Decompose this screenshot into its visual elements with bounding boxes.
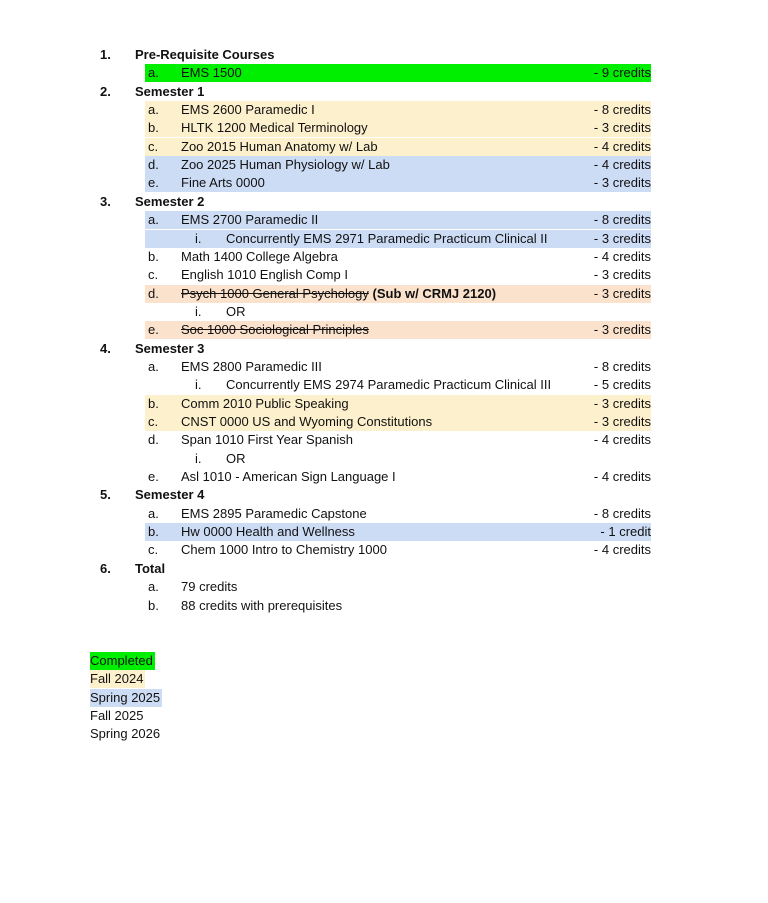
- item-roman: i.: [195, 230, 202, 246]
- section-heading: [100, 193, 651, 211]
- course-name: OR: [226, 450, 246, 466]
- course-item: [145, 285, 651, 303]
- item-roman: i.: [195, 303, 202, 319]
- item-letter: a.: [148, 212, 159, 228]
- section-title: Semester 4: [135, 487, 205, 503]
- course-item: [145, 211, 651, 229]
- section-heading: [100, 560, 651, 578]
- course-credits: - 1 credit: [600, 524, 651, 540]
- course-name: Span 1010 First Year Spanish: [181, 432, 354, 448]
- course-item: [145, 174, 651, 192]
- course-name: Hw 0000 Health and Wellness: [181, 524, 355, 540]
- item-letter: a.: [148, 579, 159, 595]
- section-number: 3.: [100, 193, 111, 209]
- course-item: [145, 321, 651, 339]
- course-credits: - 3 credits: [593, 267, 651, 283]
- course-credits: - 3 credits: [593, 230, 651, 246]
- item-roman: i.: [195, 450, 202, 466]
- course-subitem: [145, 450, 651, 468]
- course-item: [145, 505, 651, 523]
- item-letter: a.: [148, 102, 159, 118]
- section-number: 2.: [100, 83, 111, 99]
- course-credits: - 4 credits: [593, 157, 651, 173]
- item-letter: c.: [148, 267, 159, 283]
- course-subitem: [145, 376, 651, 394]
- course-credits: - 3 credits: [593, 175, 651, 191]
- course-name: Math 1400 College Algebra: [181, 248, 338, 264]
- course-credits: - 3 credits: [593, 395, 651, 411]
- course-credits: - 4 credits: [593, 138, 651, 154]
- course-credits: - 4 credits: [593, 248, 651, 264]
- course-credits: - 9 credits: [593, 65, 651, 81]
- course-name: Zoo 2015 Human Anatomy w/ Lab: [181, 138, 378, 154]
- course-name-struck: Soc 1000 Sociological Principles: [181, 322, 369, 338]
- course-item: [145, 541, 651, 559]
- item-letter: b.: [148, 524, 159, 540]
- section-number: 6.: [100, 560, 111, 576]
- legend-item: Spring 2025: [90, 689, 161, 705]
- legend-item: Fall 2024: [90, 671, 144, 687]
- section-heading: [100, 46, 651, 64]
- course-item: [145, 523, 651, 541]
- item-letter: d.: [148, 285, 159, 301]
- legend-item: Fall 2025: [90, 708, 144, 724]
- section-number: 5.: [100, 487, 111, 503]
- section-heading: [100, 486, 651, 504]
- course-name: Comm 2010 Public Speaking: [181, 395, 349, 411]
- course-item: [145, 101, 651, 119]
- course-credits: - 3 credits: [593, 120, 651, 136]
- course-name: 79 credits: [181, 579, 238, 595]
- course-name: Concurrently EMS 2971 Paramedic Practicum Clinical II: [226, 230, 548, 246]
- course-item: [145, 358, 651, 376]
- course-name: EMS 1500: [181, 65, 242, 81]
- course-item: [145, 64, 651, 82]
- item-letter: e.: [148, 175, 159, 191]
- course-name: [181, 285, 496, 303]
- section-title: Semester 2: [135, 193, 205, 209]
- course-subitem: [145, 230, 651, 248]
- item-letter: d.: [148, 157, 159, 173]
- item-letter: e.: [148, 322, 159, 338]
- course-credits: - 3 credits: [593, 285, 651, 301]
- course-name: English 1010 English Comp I: [181, 267, 348, 283]
- course-item: [145, 156, 651, 174]
- course-credits: - 5 credits: [593, 377, 651, 393]
- course-credits: - 8 credits: [593, 505, 651, 521]
- course-name: EMS 2895 Paramedic Capstone: [181, 505, 367, 521]
- item-letter: b.: [148, 120, 159, 136]
- course-item: [145, 395, 651, 413]
- course-item: [145, 119, 651, 137]
- course-item: [145, 597, 651, 615]
- course-name: Concurrently EMS 2974 Paramedic Practicum Clinical III: [226, 377, 552, 393]
- item-letter: b.: [148, 395, 159, 411]
- course-name: OR: [226, 303, 246, 319]
- course-item: [145, 413, 651, 431]
- item-letter: a.: [148, 65, 159, 81]
- section-title: Pre-Requisite Courses: [135, 47, 275, 62]
- section-heading: [100, 83, 651, 101]
- course-item: [145, 431, 651, 449]
- course-credits: - 8 credits: [593, 102, 651, 118]
- course-name: EMS 2600 Paramedic I: [181, 102, 315, 118]
- item-letter: a.: [148, 505, 159, 521]
- course-name: 88 credits with prerequisites: [181, 597, 343, 613]
- course-name: Chem 1000 Intro to Chemistry 1000: [181, 542, 387, 558]
- course-name: Zoo 2025 Human Physiology w/ Lab: [181, 157, 390, 173]
- section-heading: [100, 340, 651, 358]
- course-name: [181, 321, 369, 339]
- legend-item: Completed: [90, 653, 153, 668]
- course-name: Asl 1010 - American Sign Language I: [181, 469, 396, 485]
- course-item: [145, 266, 651, 284]
- section-title: Total: [135, 560, 166, 576]
- course-substitution: (Sub w/ CRMJ 2120): [368, 285, 497, 301]
- section-number: 4.: [100, 340, 111, 356]
- course-item: [145, 578, 651, 596]
- course-name: CNST 0000 US and Wyoming Constitutions: [181, 414, 433, 429]
- legend-item: Spring 2026: [90, 726, 161, 742]
- course-item: [145, 138, 651, 156]
- course-subitem: [145, 303, 651, 321]
- course-name: EMS 2800 Paramedic III: [181, 358, 322, 374]
- course-credits: - 3 credits: [593, 414, 651, 429]
- item-letter: c.: [148, 414, 159, 429]
- course-name-struck: Psych 1000 General Psychology: [181, 285, 369, 301]
- course-credits: - 4 credits: [593, 542, 651, 558]
- item-letter: d.: [148, 432, 159, 448]
- item-roman: i.: [195, 377, 202, 393]
- course-credits: - 8 credits: [593, 358, 651, 374]
- course-credits: - 4 credits: [593, 469, 651, 485]
- course-name: Fine Arts 0000: [181, 175, 265, 191]
- course-name: EMS 2700 Paramedic II: [181, 212, 319, 228]
- section-title: Semester 3: [135, 340, 205, 356]
- course-item: [145, 468, 651, 486]
- item-letter: b.: [148, 597, 159, 613]
- course-credits: - 8 credits: [593, 212, 651, 228]
- item-letter: c.: [148, 542, 159, 558]
- section-number: 1.: [100, 47, 111, 62]
- item-letter: b.: [148, 248, 159, 264]
- course-name: HLTK 1200 Medical Terminology: [181, 120, 368, 136]
- item-letter: e.: [148, 469, 159, 485]
- course-credits: - 4 credits: [593, 432, 651, 448]
- item-letter: c.: [148, 138, 159, 154]
- course-item: [145, 248, 651, 266]
- item-letter: a.: [148, 358, 159, 374]
- course-credits: - 3 credits: [593, 322, 651, 338]
- section-title: Semester 1: [135, 83, 205, 99]
